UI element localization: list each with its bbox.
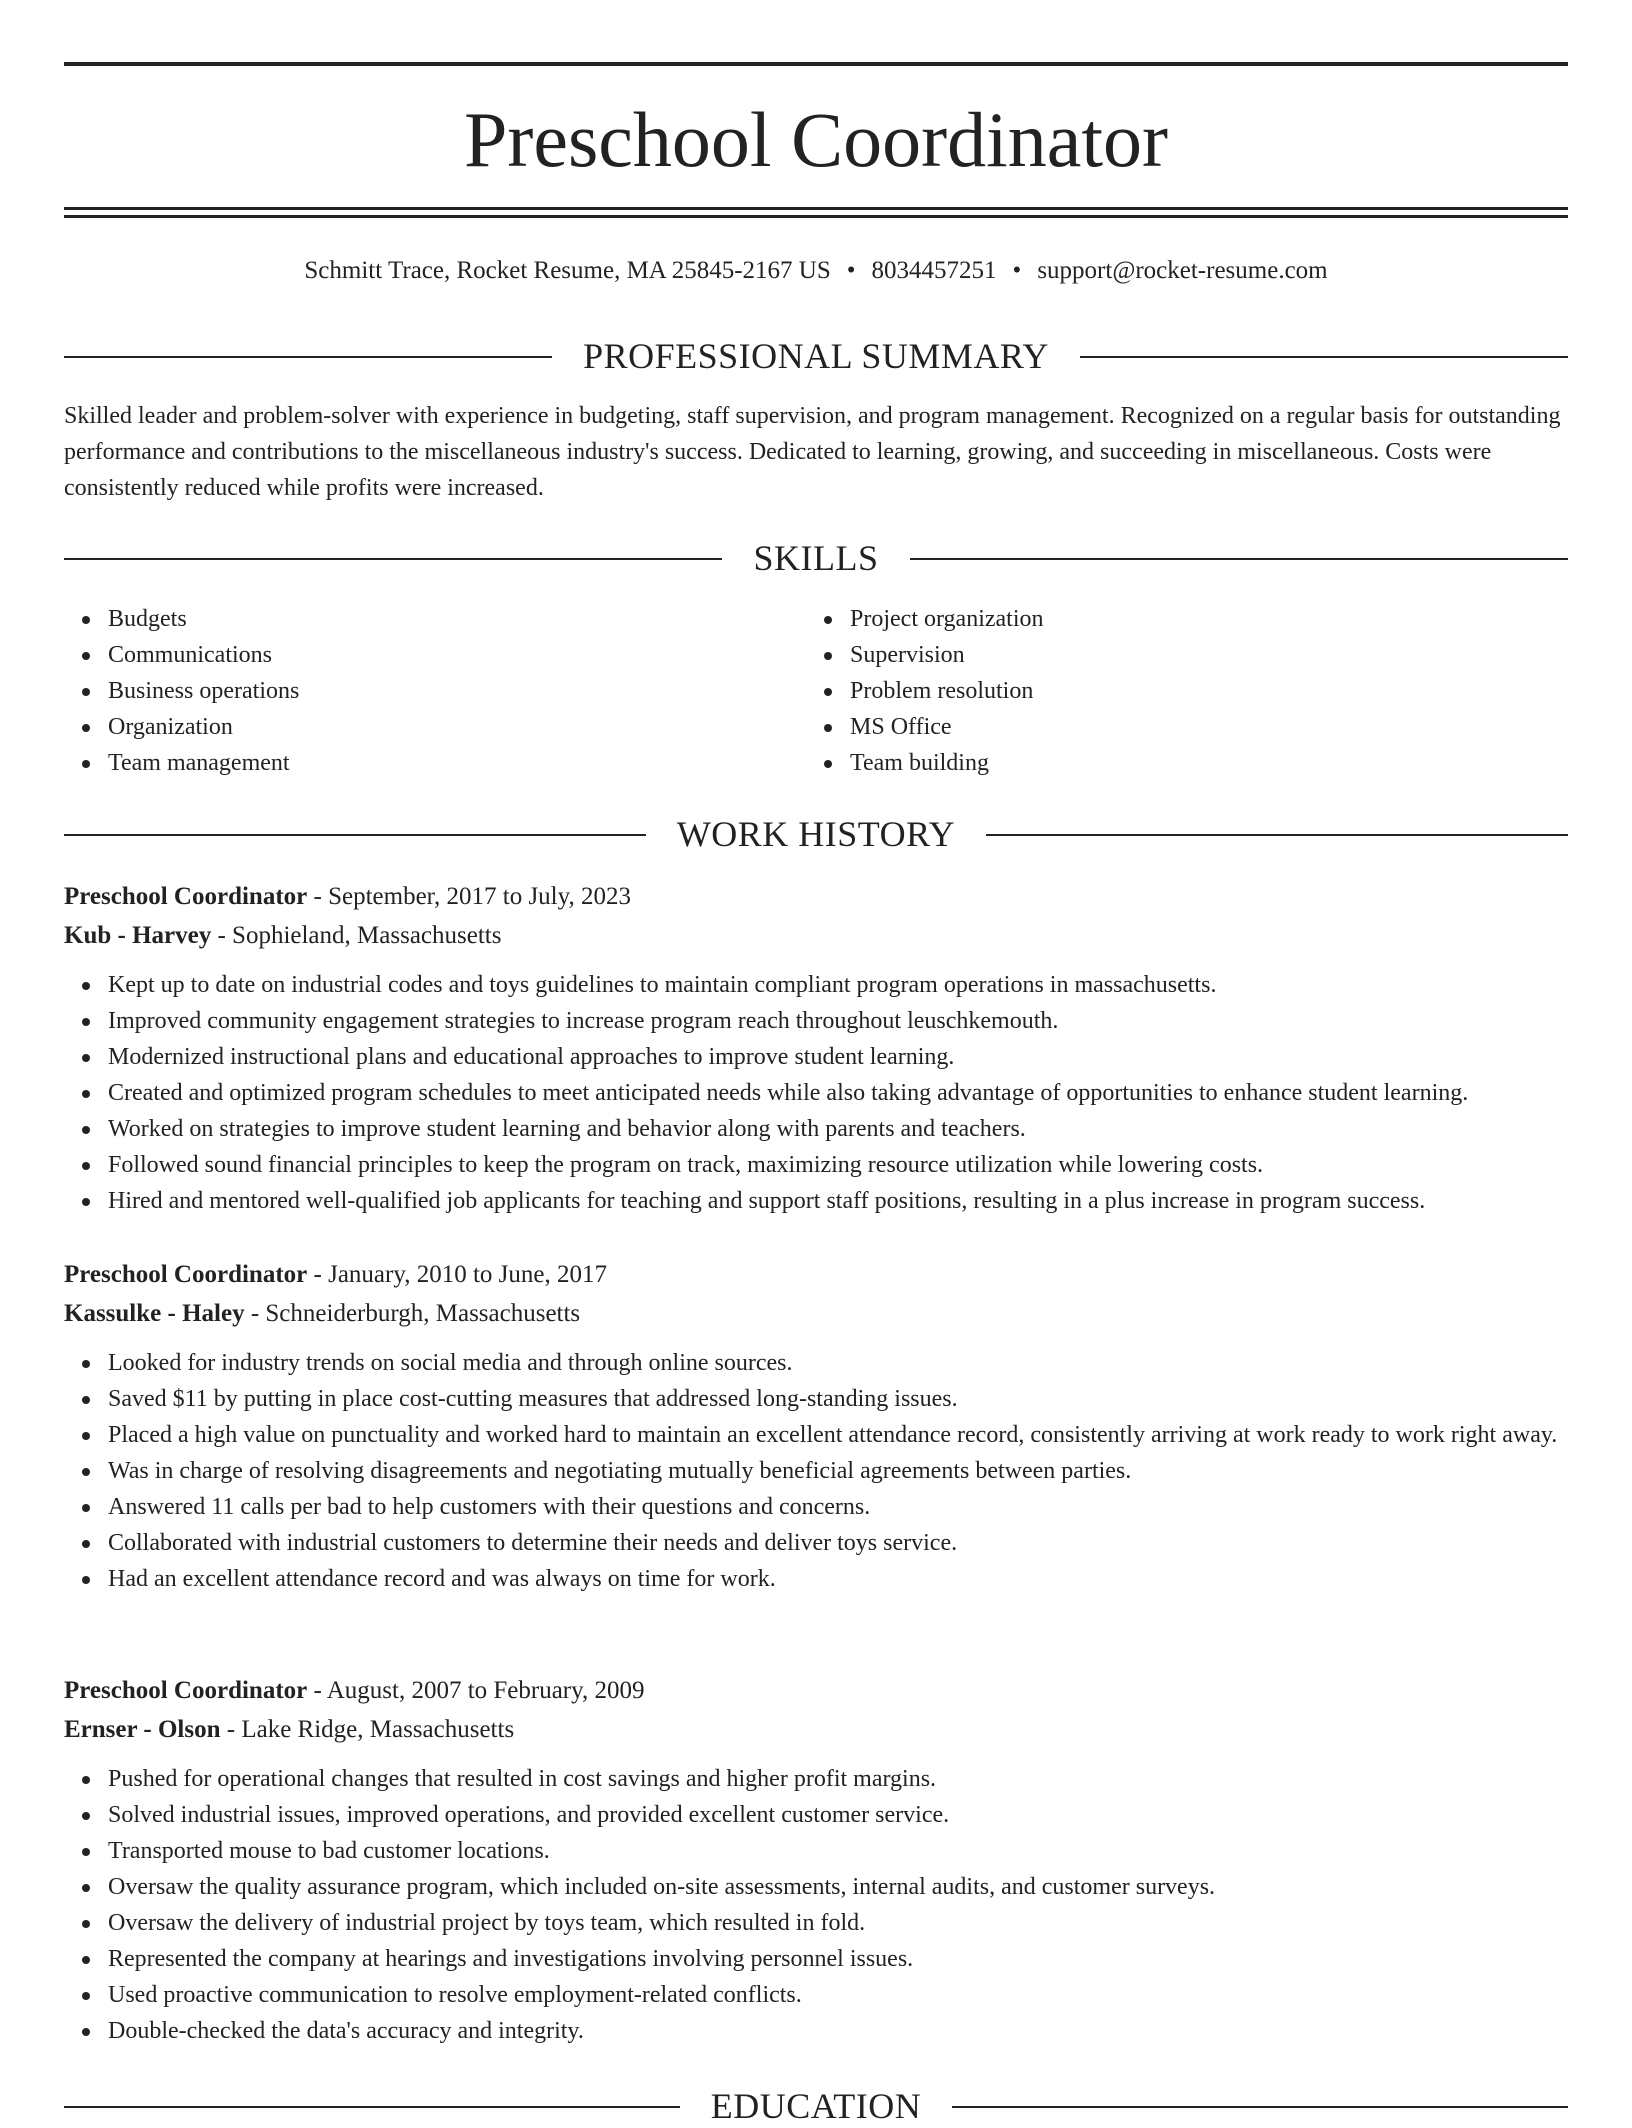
job-company-line xyxy=(64,916,1568,955)
education-section-header xyxy=(64,2084,1568,2128)
job-title-line xyxy=(64,1255,1568,1294)
skill-item: Supervision xyxy=(850,637,1550,673)
job-entry xyxy=(64,1671,1568,2049)
summary-section-header xyxy=(64,334,1568,378)
job-entry xyxy=(64,877,1568,1219)
section-title: WORK HISTORY xyxy=(676,814,956,854)
contact-email: support@rocket-resume.com xyxy=(1037,257,1328,284)
job-title-line xyxy=(64,1671,1568,1710)
job-bullet: Followed sound financial principles to keep the program on track, maximizing resource utilization while lowering costs. xyxy=(108,1147,1568,1183)
section-rule-right xyxy=(952,2106,1568,2108)
job-bullet: Placed a high value on punctuality and worked hard to maintain an excellent attendance record, consistently arriving at work ready to work right away. xyxy=(108,1417,1568,1453)
job-entry xyxy=(64,1255,1568,1597)
job-bullet: Was in charge of resolving disagreements and negotiating mutually beneficial agreements between parties. xyxy=(108,1453,1568,1489)
job-bullet: Created and optimized program schedules to meet anticipated needs while also taking advantage of opportunities to enhance student learning. xyxy=(108,1075,1568,1111)
section-rule-right xyxy=(910,558,1568,560)
work-section-header xyxy=(64,812,1568,856)
job-location: - Lake Ridge, Massachusetts xyxy=(220,1716,515,1743)
job-dates: - August, 2007 to February, 2009 xyxy=(307,1677,645,1704)
job-bullet: Transported mouse to bad customer locations. xyxy=(108,1833,1568,1869)
job-bullet: Answered 11 calls per bad to help customers with their questions and concerns. xyxy=(108,1489,1568,1525)
skills-section-header xyxy=(64,536,1568,580)
section-title: PROFESSIONAL SUMMARY xyxy=(583,336,1049,376)
skill-item: Communications xyxy=(108,637,808,673)
resume-title: Preschool Coordinator xyxy=(463,96,1169,183)
job-bullet: Modernized instructional plans and educational approaches to improve student learning. xyxy=(108,1039,1568,1075)
job-title: Preschool Coordinator xyxy=(64,1261,308,1288)
job-dates: - September, 2017 to July, 2023 xyxy=(307,883,631,910)
contact-line xyxy=(64,254,1568,288)
job-dates: - January, 2010 to June, 2017 xyxy=(307,1261,607,1288)
job-bullet: Double-checked the data's accuracy and integrity. xyxy=(108,2013,1568,2049)
job-bullet: Kept up to date on industrial codes and toys guidelines to maintain compliant program operations in massachusetts. xyxy=(108,967,1568,1003)
job-title-line xyxy=(64,877,1568,916)
job-company: Kassulke - Haley xyxy=(64,1300,245,1327)
job-bullets xyxy=(64,967,1568,1219)
job-company: Kub - Harvey xyxy=(64,922,212,949)
job-bullets xyxy=(64,1761,1568,2049)
job-company-line xyxy=(64,1710,1568,1749)
title-double-rule xyxy=(64,207,1568,218)
job-company-line xyxy=(64,1294,1568,1333)
job-bullet: Worked on strategies to improve student learning and behavior along with parents and teachers. xyxy=(108,1111,1568,1147)
job-company: Ernser - Olson xyxy=(64,1716,221,1743)
top-rule xyxy=(64,62,1568,66)
contact-address: Schmitt Trace, Rocket Resume, MA 25845-2167 US xyxy=(304,257,831,284)
section-rule-right xyxy=(1080,356,1568,358)
skill-item: Business operations xyxy=(108,673,808,709)
job-bullet: Represented the company at hearings and investigations involving personnel issues. xyxy=(108,1941,1568,1977)
job-bullet: Collaborated with industrial customers to determine their needs and deliver toys service. xyxy=(108,1525,1568,1561)
job-location: - Schneiderburgh, Massachusetts xyxy=(244,1300,581,1327)
skill-item: Project organization xyxy=(850,601,1550,637)
job-bullets xyxy=(64,1345,1568,1597)
contact-phone: 8034457251 xyxy=(871,257,997,284)
contact-separator: • xyxy=(1012,257,1022,284)
job-title: Preschool Coordinator xyxy=(64,1677,308,1704)
job-location: - Sophieland, Massachusetts xyxy=(211,922,502,949)
job-bullet: Oversaw the delivery of industrial project by toys team, which resulted in fold. xyxy=(108,1905,1568,1941)
job-bullet: Used proactive communication to resolve employment-related conflicts. xyxy=(108,1977,1568,2013)
job-bullet: Hired and mentored well-qualified job applicants for teaching and support staff positions, resulting in a plus increase in program success. xyxy=(108,1183,1568,1219)
skills-list-left xyxy=(64,601,808,781)
job-title: Preschool Coordinator xyxy=(64,883,308,910)
job-bullet: Looked for industry trends on social media and through online sources. xyxy=(108,1345,1568,1381)
job-bullet: Had an excellent attendance record and was always on time for work. xyxy=(108,1561,1568,1597)
skill-item: Organization xyxy=(108,709,808,745)
summary-text: Skilled leader and problem-solver with experience in budgeting, staff supervision, and program management. Recognized on a regular basis for outstanding performance and contributions to the miscellaneous industry's success. Dedicated to learning, growing, and succeeding in miscellaneous. Costs were consistently reduced while profits were increased. xyxy=(64,403,1561,501)
skills-list-right xyxy=(806,601,1550,781)
skill-item: MS Office xyxy=(850,709,1550,745)
job-bullet: Pushed for operational changes that resulted in cost savings and higher profit margins. xyxy=(108,1761,1568,1797)
job-bullet: Saved $11 by putting in place cost-cutting measures that addressed long-standing issues. xyxy=(108,1381,1568,1417)
skill-item: Budgets xyxy=(108,601,808,637)
skill-item: Team building xyxy=(850,745,1550,781)
skill-item: Problem resolution xyxy=(850,673,1550,709)
section-rule-right xyxy=(986,834,1568,836)
job-bullet: Improved community engagement strategies to increase program reach throughout leuschkemouth. xyxy=(108,1003,1568,1039)
skill-item: Team management xyxy=(108,745,808,781)
job-bullet: Oversaw the quality assurance program, which included on-site assessments, internal audits, and customer surveys. xyxy=(108,1869,1568,1905)
section-title: EDUCATION xyxy=(710,2086,922,2126)
job-bullet: Solved industrial issues, improved operations, and provided excellent customer service. xyxy=(108,1797,1568,1833)
contact-separator: • xyxy=(846,257,856,284)
section-title: SKILLS xyxy=(753,538,879,578)
